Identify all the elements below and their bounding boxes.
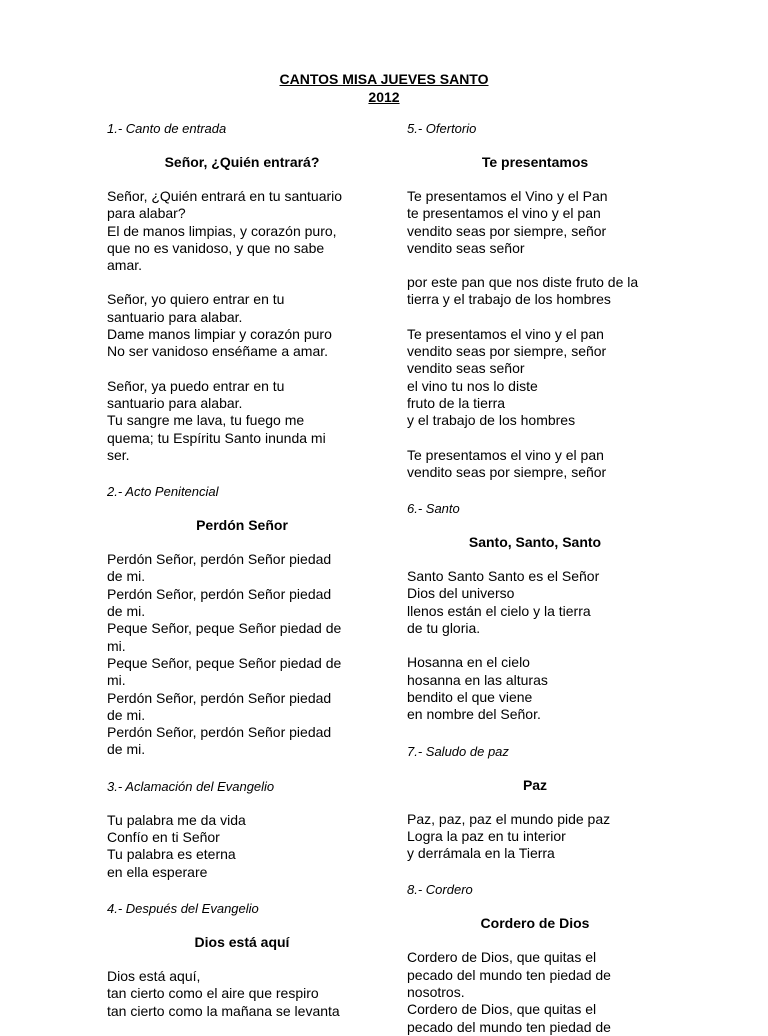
lyric-line: en ella esperare [107, 863, 208, 880]
lyric-line: Te presentamos el Vino y el Pan [407, 188, 608, 204]
song-section [407, 862, 663, 1035]
lyric-line: bendito el que viene [407, 688, 533, 705]
lyric-line: Dios del universo [407, 585, 515, 602]
song-title: Dios está aquí [194, 933, 290, 950]
section-label: 1.- Canto de entrada [107, 121, 227, 136]
lyric-line: Tu palabra es eterna [107, 846, 236, 863]
stanza [407, 326, 663, 430]
lyric-line: ser. [107, 446, 130, 463]
song-section [407, 481, 663, 723]
title-line-2: 2012 [368, 89, 400, 105]
lyric-line: Peque Señor, peque Señor piedad de [107, 654, 342, 671]
song-title: Santo, Santo, Santo [468, 534, 602, 551]
lyric-line: Hosanna en el cielo [407, 654, 530, 671]
lyric-line: quema; tu Espíritu Santo inunda mi [107, 429, 326, 446]
document-title [0, 70, 768, 106]
lyric-line: santuario para alabar. [107, 394, 243, 411]
lyric-line: Perdón Señor, perdón Señor piedad [107, 689, 332, 706]
lyric-line: Tu palabra me da vida [107, 811, 246, 828]
song-section [107, 759, 377, 881]
lyric-line: Santo Santo Santo es el Señor [407, 568, 600, 585]
lyric-line: que no es vanidoso, y que no sabe [107, 239, 325, 256]
stanza [107, 378, 377, 464]
lyric-line: te presentamos el vino y el pan [407, 205, 601, 222]
lyric-line: fruto de la tierra [407, 394, 506, 411]
song-section [407, 724, 663, 863]
lyric-line: de mi. [107, 706, 146, 723]
section-label: 2.- Acto Penitencial [107, 484, 219, 500]
lyric-line: de mi. [107, 603, 146, 620]
song-section [107, 120, 377, 464]
stanza [107, 968, 377, 1020]
lyric-line: vendito seas señor [407, 239, 525, 256]
song-title: Paz [522, 776, 548, 793]
lyric-line: hosanna en las alturas [407, 671, 548, 688]
song-section [407, 120, 663, 481]
lyric-line: vendito seas señor [407, 360, 525, 377]
lyric-line: Señor, ¿Quién entrará en tu santuario [107, 188, 343, 204]
lyric-line: Confío en ti Señor [107, 829, 220, 846]
lyric-line: Cordero de Dios, que quitas el [407, 1001, 597, 1018]
lyric-line: para alabar? [107, 205, 186, 222]
stanza [407, 949, 663, 1035]
lyric-line: santuario para alabar. [107, 308, 243, 325]
stanza [407, 811, 663, 863]
song-title: Cordero de Dios [480, 915, 590, 932]
lyric-line: Dame manos limpiar y corazón puro [107, 326, 332, 343]
lyric-line: Te presentamos el vino y el pan [407, 446, 604, 463]
lyric-line: pecado del mundo ten piedad de [407, 1018, 611, 1035]
lyric-line: tan cierto como la mañana se levanta [107, 1002, 340, 1019]
stanza [107, 812, 377, 881]
lyric-line: vendito seas por siempre, señor [407, 463, 607, 480]
section-label: 5.- Ofertorio [407, 121, 477, 136]
lyric-line: el vino tu nos lo diste [407, 377, 538, 394]
title-line-1: CANTOS MISA JUEVES SANTO [279, 71, 489, 87]
lyric-line: llenos están el cielo y la tierra [407, 602, 591, 619]
lyric-line: vendito seas por siempre, señor [407, 222, 607, 239]
lyric-line: de mi. [107, 741, 146, 758]
stanza [407, 447, 663, 482]
lyric-line: Cordero de Dios, que quitas el [407, 949, 597, 966]
lyric-line: Logra la paz en tu interior [407, 827, 566, 844]
stanza [407, 568, 663, 637]
lyric-line: Perdón Señor, perdón Señor piedad [107, 585, 332, 602]
lyric-line: mi. [107, 637, 126, 654]
right-column [407, 120, 663, 1036]
section-label: 3.- Aclamación del Evangelio [107, 778, 275, 794]
lyric-line: pecado del mundo ten piedad de [407, 966, 611, 983]
lyric-line: El de manos limpias, y corazón puro, [107, 222, 337, 239]
lyric-line: Te presentamos el vino y el pan [407, 325, 604, 342]
lyric-line: tierra y el trabajo de los hombres [407, 291, 611, 308]
stanza [407, 188, 663, 257]
song-section [107, 881, 377, 1020]
lyric-line: Perdón Señor, perdón Señor piedad [107, 724, 332, 741]
song-title: Perdón Señor [196, 517, 288, 534]
lyric-line: Señor, yo quiero entrar en tu [107, 291, 285, 308]
section-label: 6.- Santo [407, 501, 460, 517]
section-label: 4.- Después del Evangelio [107, 900, 259, 916]
lyric-line: Tu sangre me lava, tu fuego me [107, 412, 305, 429]
lyric-line: Perdón Señor, perdón Señor piedad [107, 551, 332, 568]
lyric-line: vendito seas por siempre, señor [407, 343, 607, 360]
stanza [407, 274, 663, 309]
lyric-line: de mi. [107, 568, 146, 585]
section-label: 7.- Saludo de paz [407, 743, 509, 759]
lyric-line: tan cierto como el aire que respiro [107, 985, 319, 1002]
stanza [107, 551, 377, 759]
stanza [107, 291, 377, 360]
left-column [107, 120, 377, 1020]
lyric-line: Dios está aquí, [107, 967, 201, 984]
lyric-line: Paz, paz, paz el mundo pide paz [407, 810, 611, 827]
stanza [107, 188, 377, 274]
song-title: Señor, ¿Quién entrará? [164, 154, 320, 170]
song-title: Te presentamos [481, 154, 589, 170]
song-section [107, 464, 377, 759]
lyric-line: por este pan que nos diste fruto de la [407, 274, 639, 291]
lyric-line: y el trabajo de los hombres [407, 412, 576, 429]
lyric-line: Señor, ya puedo entrar en tu [107, 377, 285, 394]
section-label: 8.- Cordero [407, 882, 473, 898]
lyric-line: Peque Señor, peque Señor piedad de [107, 620, 342, 637]
lyric-line: No ser vanidoso enséñame a amar. [107, 343, 329, 360]
lyric-line: amar. [107, 257, 143, 274]
lyric-line: y derrámala en la Tierra [407, 845, 555, 862]
lyric-line: nosotros. [407, 984, 465, 1001]
lyric-line: en nombre del Señor. [407, 706, 541, 723]
stanza [407, 654, 663, 723]
lyric-line: de tu gloria. [407, 620, 481, 637]
lyric-line: mi. [107, 672, 126, 689]
